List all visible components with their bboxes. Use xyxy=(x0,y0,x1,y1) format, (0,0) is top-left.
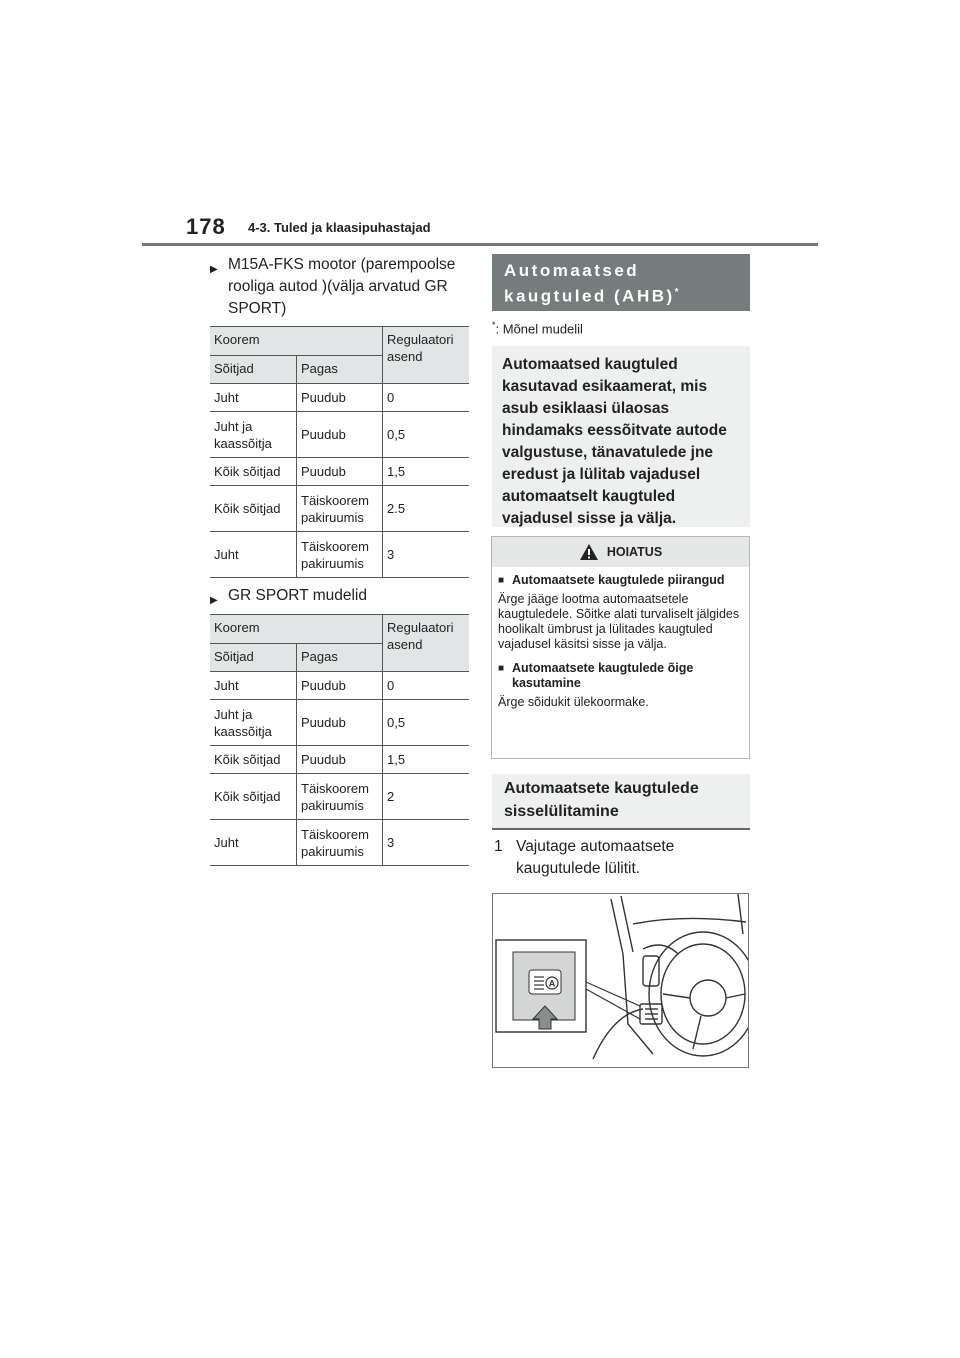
dashboard-illustration xyxy=(493,894,748,1067)
warning-header xyxy=(492,537,749,567)
triangle-right-icon: ▶ xyxy=(210,595,218,606)
warning-item-title: ■ Automaatsete kaugtulede õige kasutamine xyxy=(498,661,694,690)
table-row: Juht Puudub 0 xyxy=(210,672,469,700)
page-number: 178 xyxy=(186,214,226,239)
header-divider xyxy=(142,243,818,246)
square-bullet-icon: ■ xyxy=(498,663,505,674)
bullet-gr-sport-wrap xyxy=(210,585,468,612)
triangle-right-icon: ▶ xyxy=(210,264,218,275)
subsection-heading: Automaatsete kaugtulede sisselülitamine xyxy=(492,774,750,830)
left-column xyxy=(210,254,468,320)
warning-box xyxy=(491,536,750,759)
svg-text:A: A xyxy=(548,978,556,989)
square-bullet-icon: ■ xyxy=(498,575,505,586)
section-heading-text: Automaatsed kaugtuled (AHB) xyxy=(504,261,675,306)
header-soitjad: Sõitjad xyxy=(210,644,297,672)
step-number: 1 xyxy=(494,838,503,855)
header-pagas: Pagas xyxy=(297,644,383,672)
figure-ahb-switch xyxy=(492,893,749,1068)
table-row: Juht Täiskoorem pakiruumis 3 xyxy=(210,532,469,578)
table-row: Juht Puudub 0 xyxy=(210,384,469,412)
intro-box: Automaatsed kaugtuled kasutavad esikaamerat, mis asub esiklaasi ülaosas hindamaks eessõitvate autode valgustuse, tänavatulede jne eredust ja lülitab vajadusel automaatselt kaugtuled vajadusel sisse ja välja. xyxy=(492,346,750,527)
bullet-gr-sport xyxy=(210,585,468,612)
section-heading-ahb xyxy=(492,254,750,311)
step-text: Vajutage automaatsete kaugutulede lülitit. xyxy=(516,838,675,877)
table-row: Kõik sõitjad Puudub 1,5 xyxy=(210,458,469,486)
warning-item-title: ■ Automaatsete kaugtulede piirangud xyxy=(498,573,725,587)
warning-body xyxy=(492,567,749,716)
auto-high-beam-icon xyxy=(529,970,561,994)
table-row: Juht ja kaassõitja Puudub 0,5 xyxy=(210,412,469,458)
header-regulaatori-asend: Regulaatori asend xyxy=(383,327,470,384)
footnote: *: Mõnel mudelil xyxy=(492,320,583,337)
header-koorem: Koorem xyxy=(210,615,383,644)
header-soitjad: Sõitjad xyxy=(210,356,297,384)
load-table-m15a xyxy=(210,326,468,578)
load-table-gr-sport xyxy=(210,614,468,866)
table-row: Juht ja kaassõitja Puudub 0,5 xyxy=(210,700,469,746)
bullet-m15a xyxy=(210,254,468,320)
header-pagas: Pagas xyxy=(297,356,383,384)
table-row: Kõik sõitjad Täiskoorem pakiruumis 2 xyxy=(210,774,469,820)
asterisk-mark: * xyxy=(674,287,679,298)
bullet-text: M15A-FKS mootor (parempoolse rooliga autod )(välja arvatud GR SPORT) xyxy=(228,256,456,317)
warning-triangle-icon xyxy=(579,543,599,561)
warning-item-text: Ärge jääge lootma automaatsetele kaugtuledele. Sõitke alati turvaliselt jälgides hoolikalt ümbrust ja lülitades kaugtuled vajadusel käsitsi sisse ja välja. xyxy=(498,592,740,651)
table-row: Juht Täiskoorem pakiruumis 3 xyxy=(210,820,469,866)
header-regulaatori-asend: Regulaatori asend xyxy=(383,615,470,672)
step-1 xyxy=(492,836,750,880)
table-row: Kõik sõitjad Täiskoorem pakiruumis 2.5 xyxy=(210,486,469,532)
warning-item-text: Ärge sõidukit ülekoormake. xyxy=(498,695,649,709)
warning-title: HOIATUS xyxy=(606,544,663,559)
table-row: Kõik sõitjad Puudub 1,5 xyxy=(210,746,469,774)
header-koorem: Koorem xyxy=(210,327,383,356)
bullet-text: GR SPORT mudelid xyxy=(228,587,367,604)
chapter-title: 4-3. Tuled ja klaasipuhastajad xyxy=(248,220,431,235)
